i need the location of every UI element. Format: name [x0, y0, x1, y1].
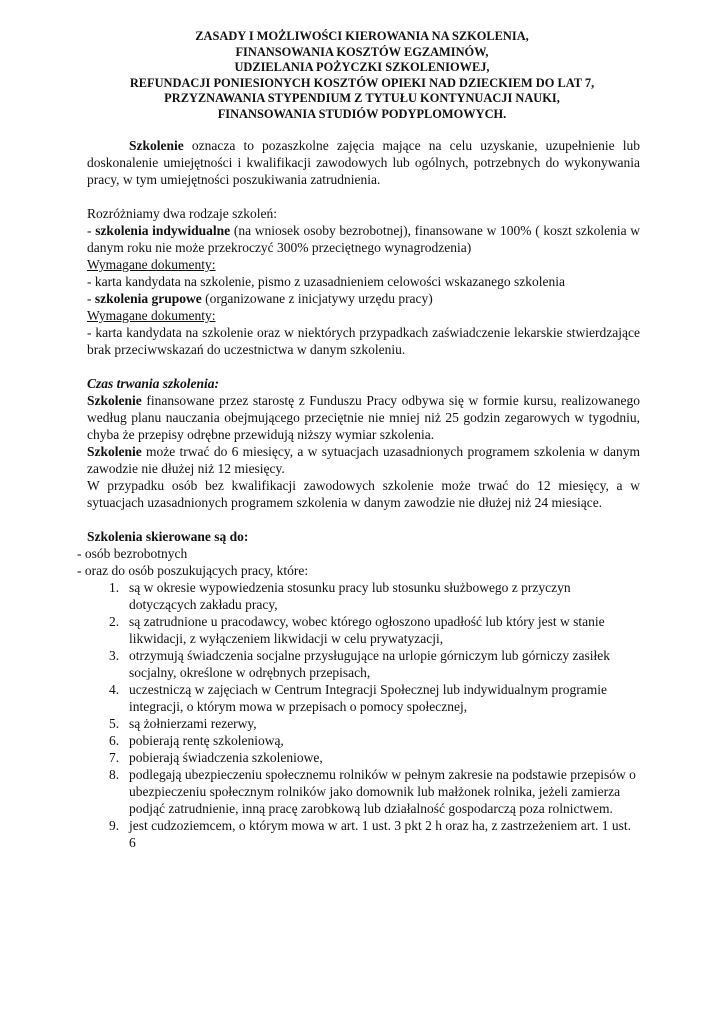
- target-list: [87, 579, 640, 851]
- list-number: 5.: [109, 716, 120, 731]
- list-item: [87, 579, 640, 613]
- title-line: PRZYZNAWANIA STYPENDIUM Z TYTUŁU KONTYNUACJI NAUKI,: [164, 91, 560, 106]
- required-docs-2: - karta kandydata na szkolenie oraz w niektórych przypadkach zaświadczenie lekarskie stwierdzające brak przeciwwskazań do uczestnictwa w danym szkoleniu.: [87, 325, 640, 357]
- individual-training: [87, 222, 640, 256]
- list-number: 3.: [109, 648, 120, 663]
- title-line: ZASADY I MOŻLIWOŚCI KIEROWANIA NA SZKOLENIA,: [195, 29, 529, 43]
- document-body: [77, 137, 640, 851]
- list-text: są żołnierzami rezerwy,: [129, 716, 257, 731]
- required-docs-1: - karta kandydata na szkolenie, pismo z uzasadnieniem celowości wskazanego szkolenia: [87, 274, 565, 289]
- list-item: [87, 613, 640, 647]
- duration-term-2: Szkolenie: [87, 444, 142, 459]
- duration-paragraph-3: W przypadku osób bez kwalifikacji zawodowych szkolenie może trwać do 12 miesięcy, a w sytuacjach uzasadnionych programem szkolenia w danym zawodzie nie dłużej niż 24 miesiące.: [87, 478, 640, 510]
- list-item: [87, 817, 640, 851]
- duration-term-1: Szkolenie: [87, 393, 142, 408]
- target-heading: Szkolenia skierowane są do:: [87, 529, 249, 544]
- list-text: otrzymują świadczenia socjalne przysługujące na urlopie górniczym lub górniczy zasiłek socjalny, określone w odrębnych przepisach,: [129, 648, 610, 680]
- list-number: 2.: [109, 614, 120, 629]
- list-text: pobierają rentę szkoleniową,: [129, 733, 284, 748]
- list-number: 1.: [109, 580, 120, 595]
- required-docs-label-1: Wymagane dokumenty:: [87, 257, 216, 272]
- title-line: REFUNDACJI PONIESIONYCH KOSZTÓW OPIEKI NAD DZIECKIEM DO LAT 7,: [129, 75, 595, 90]
- title-line: FINANSOWANIA KOSZTÓW EGZAMINÓW,: [235, 44, 489, 59]
- document-title: [60, 29, 664, 123]
- list-item: [87, 766, 640, 817]
- target-dash-jobseekers: - oraz do osób poszukujących pracy, które:: [77, 563, 309, 578]
- group-text: (organizowane z inicjatywy urzędu pracy): [201, 291, 433, 306]
- title-line: UDZIELANIA POŻYCZKI SZKOLENIOWEJ,: [234, 60, 490, 75]
- intro-paragraph: [87, 137, 640, 188]
- list-item: [87, 749, 640, 766]
- list-text: są zatrudnione u pracodawcy, wobec którego ogłoszono upadłość lub który jest w stanie likwidacji, z wyłączeniem likwidacji w celu prywatyzacji,: [129, 614, 605, 646]
- duration-text-1: finansowane przez starostę z Funduszu Pracy odbywa się w formie kursu, realizowanego według planu nauczania obejmującego przeciętnie nie mniej niż 25 godzin zegarowych w tygodniu, chyba że przepisy odrębne przewidują niższy wymiar szkolenia.: [87, 393, 640, 442]
- types-lead: Rozróżniamy dwa rodzaje szkoleń:: [87, 206, 278, 221]
- duration-text-2: może trwać do 6 miesięcy, a w sytuacjach uzasadnionych programem szkolenia w danym zawodzie nie dłużej niż 12 miesięcy.: [87, 444, 640, 476]
- list-item: [87, 681, 640, 715]
- list-item: [87, 732, 640, 749]
- list-number: 7.: [109, 750, 120, 765]
- duration-heading: Czas trwania szkolenia:: [87, 376, 220, 391]
- group-term: szkolenia grupowe: [94, 291, 202, 306]
- individual-term: szkolenia indywidualne: [95, 223, 231, 238]
- list-item: [87, 647, 640, 681]
- list-text: uczestniczą w zajęciach w Centrum Integracji Społecznej lub indywidualnym programie integracji, o którym mowa w przepisach o pomocy społecznej,: [129, 682, 607, 714]
- list-number: 9.: [109, 818, 120, 833]
- individual-text: (na wniosek osoby bezrobotnej), finansowane w 100% ( koszt szkolenia w danym roku nie może przekroczyć 300% przeciętnego wynagrodzenia): [87, 223, 640, 255]
- group-training: [87, 290, 640, 307]
- intro-term: Szkolenie: [129, 138, 184, 153]
- list-text: pobierają świadczenia szkoleniowe,: [129, 750, 323, 765]
- list-number: 4.: [109, 682, 120, 697]
- group-prefix: -: [87, 291, 95, 306]
- individual-prefix: -: [87, 223, 96, 238]
- list-number: 6.: [109, 733, 120, 748]
- duration-paragraph-2: [87, 443, 640, 477]
- duration-paragraph-1: [87, 392, 640, 443]
- target-dash-unemployed: - osób bezrobotnych: [77, 546, 188, 561]
- list-text: jest cudzoziemcem, o którym mowa w art. 1 ust. 3 pkt 2 h oraz ha, z zastrzeżeniem art. 1 ust. 6: [129, 818, 631, 850]
- list-text: podlegają ubezpieczeniu społecznemu rolników w pełnym zakresie na podstawie przepisów o ubezpieczeniu społecznym rolników jako domownik lub małżonek rolnika, jeżeli zamierza podjąć zatrudnienie, inną pracę zarobkową lub działalność gospodarczą poza rolnictwem.: [129, 767, 636, 816]
- required-docs-label-2: Wymagane dokumenty:: [87, 308, 216, 323]
- list-text: są w okresie wypowiedzenia stosunku pracy lub stosunku służbowego z przyczyn dotyczących zakładu pracy,: [129, 580, 571, 612]
- list-number: 8.: [109, 767, 120, 782]
- intro-text: oznacza to pozaszkolne zajęcia mające na celu uzyskanie, uzupełnienie lub doskonalenie umiejętności i kwalifikacji zawodowych lub ogólnych, potrzebnych do wykonywania pracy, w tym umiejętności poszukiwania zatrudnienia.: [87, 138, 640, 187]
- title-line: FINANSOWANIA STUDIÓW PODYPLOMOWYCH.: [217, 106, 507, 121]
- list-item: [87, 715, 640, 732]
